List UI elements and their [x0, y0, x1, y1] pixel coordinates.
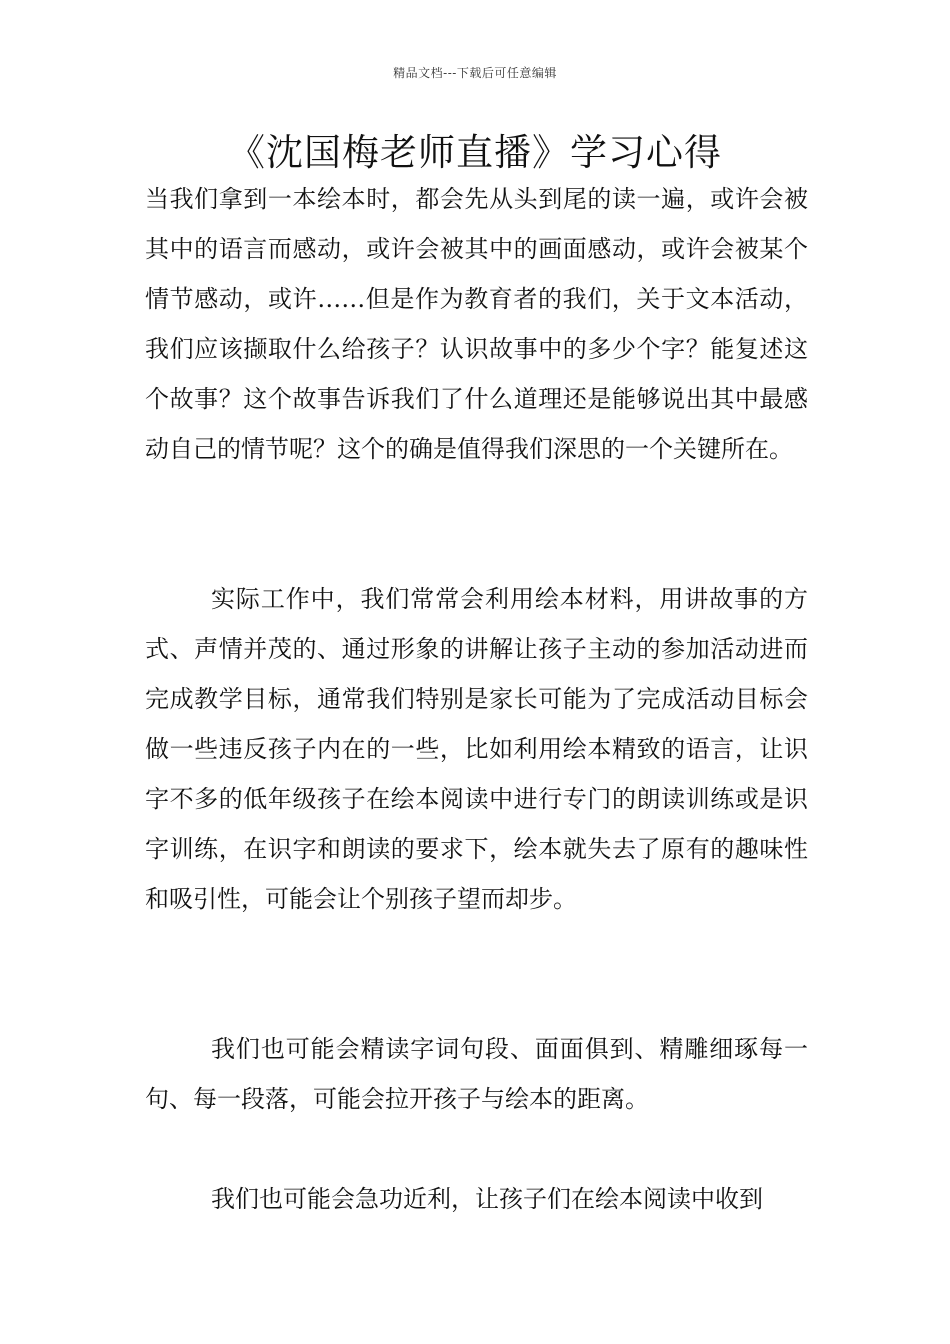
- page-header: 精品文档---下载后可任意编辑: [393, 66, 557, 80]
- paragraph-4: 我们也可能会急功近利，让孩子们在绘本阅读中收到: [211, 1185, 763, 1213]
- paragraph-2: 实际工作中，我们常常会利用绘本材料，用讲故事的方式、声情并茂的、通过形象的讲解让孩子主动的参加活动进而完成教学目标，通常我们特别是家长可能为了完成活动目标会做一些违反孩子内在的一些，比如利用绘本精致的语言，让识字不多的低年级孩子在绘本阅读中进行专门的朗读训练或是识字训练，在识字和朗读的要求下，绘本就失去了原有的趣味性和吸引性，可能会让个别孩子望而却步。: [145, 585, 808, 913]
- paragraph-1: 当我们拿到一本绘本时，都会先从头到尾的读一遍，或许会被其中的语言而感动，或许会被其中的画面感动，或许会被某个情节感动，或许……但是作为教育者的我们，关于文本活动，我们应该撷取什么给孩子？认识故事中的多少个字？能复述这个故事？这个故事告诉我们了什么道理还是能够说出其中最感动自己的情节呢？这个的确是值得我们深思的一个关键所在。: [145, 185, 808, 463]
- paragraph-3: 我们也可能会精读字词句段、面面俱到、精雕细琢每一句、每一段落，可能会拉开孩子与绘本的距离。: [145, 1035, 808, 1113]
- document-title: 《沈国梅老师直播》学习心得: [228, 131, 722, 174]
